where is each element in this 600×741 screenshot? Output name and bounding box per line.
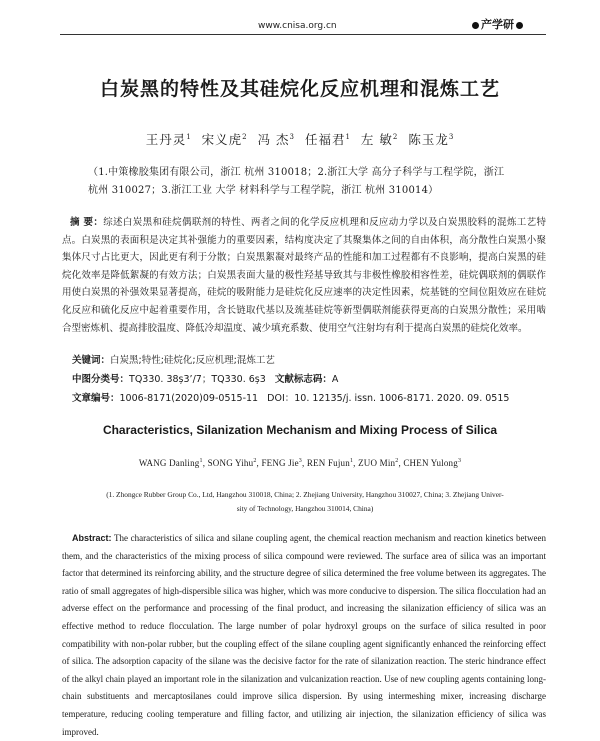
author: 左 敏$^2$ bbox=[360, 132, 399, 147]
title-chinese: 白炭黑的特性及其硅烷化反应机理和混炼工艺 bbox=[99, 78, 500, 100]
abstract-label: 摘 要： bbox=[70, 217, 104, 228]
author: 陈玉龙$^3$ bbox=[408, 132, 455, 147]
title-english: Characteristics, Silanization Mechanism and Mixing Process of Silica bbox=[102, 423, 498, 437]
abstract-chinese bbox=[62, 214, 546, 337]
clc-code: TQ330. 38ș3’/7；TQ330. 6ș3 bbox=[129, 374, 266, 385]
abstract-english bbox=[62, 530, 546, 741]
doi: DOI：10. 12135/j. issn. 1006-8171. 2020. 09. 0515 bbox=[267, 393, 510, 404]
bullet-dot-icon bbox=[472, 22, 479, 29]
keywords-text: 白炭黑;特性;硅烷化;反应机理;混炼工艺 bbox=[110, 355, 275, 366]
journal-url: www.cnisa.org.cn bbox=[258, 21, 337, 31]
author: 任福君$^1$ bbox=[304, 132, 351, 147]
abstract-label: Abstract: bbox=[72, 533, 112, 543]
author: 宋义虎$^2$ bbox=[201, 132, 248, 147]
author: 冯 杰$^3$ bbox=[257, 132, 296, 147]
header-rule bbox=[60, 34, 546, 35]
author: FENG Jie$^3$ bbox=[261, 458, 302, 468]
authors-english: WANG Danling$^1$, SONG Yihu$^2$, FENG Jie$^3$, REN Fujun$^1$, ZUO Min$^2$, CHEN Yulong$^3$ bbox=[138, 458, 462, 468]
page-header bbox=[0, 0, 600, 36]
author: ZUO Min$^2$ bbox=[358, 458, 399, 468]
bullet-dot-icon bbox=[516, 22, 523, 29]
doc-code: A bbox=[331, 374, 339, 385]
author: SONG Yihu$^2$ bbox=[207, 458, 257, 468]
author: 王丹灵$^1$ bbox=[145, 132, 192, 147]
section-tag bbox=[470, 16, 525, 32]
keywords-line: 关键词：白炭黑;特性;硅烷化;反应机理;混炼工艺 bbox=[72, 355, 275, 366]
affiliations-chinese: （1.中策橡胶集团有限公司，浙江 杭州 310018；2.浙江大学 高分子科学与工程学院，浙江 杭州 310027；3.浙江工业 大学 材料科学与工程学院，浙江 杭州 310014） bbox=[88, 167, 505, 196]
author: REN Fujun$^1$ bbox=[306, 458, 354, 468]
authors-chinese bbox=[0, 130, 600, 148]
article-number: 1006-8171(2020)09-0515-11 bbox=[119, 393, 259, 404]
abstract-text: The characteristics of silica and silane coupling agent, the chemical reaction mechanism and reaction kinetics between them, and the characteristics of the mixing process of silica compound were reviewed. The surface area of silica was an important factor that determined its reinforcing ability, and the structure degree of silica determined the free volume between its aggregates. The ratio of small aggregates of high-dispersible silica was higher, which was more conducive to dispersion. The silica flocculation had an adverse effect on the performance and processing of the final product, and increasing the silanization efficiency of silica was an effective method to reduce flocculation. The large number of polar hydroxyl groups on the surface of silica resulted in poor compatibility with non-polar rubber, but the coupling effect of the silane coupling agent significantly enhanced the reinforcing effect of silica. The adsorption capacity of the silane was the decisive factor for the rate of silanization reaction. The steric hindrance effect of the alkyl chain played an important role in the silanization and vulcanization reaction. Use of new coupling agents containing long-chain substituents and mercaptosilanes could improve silica dispersion. By using intermeshing mixer, increasing discharge temperature, reducing cooling temperature and filling factor, and utilizing air injection, the silanization efficiency of silica was improved. bbox=[62, 533, 546, 737]
abstract-text: 综述白炭黑和硅烷偶联剂的特性、两者之间的化学反应机理和反应动力学以及白炭黑胶料的混炼工艺特点。白炭黑的表面积是决定其补强能力的重要因素，结构度决定了其聚集体之间的自由体积，高分散性白炭黑小聚集体尺寸占比更大，因此更有利于分散；白炭黑絮凝对最终产品的性能和加工过程都有不良影响，提高白炭黑的硅烷化效率是降低絮凝的有效方法；白炭黑表面大量的极性羟基导致其与非极性橡胶相容性差，硅烷偶联剂的偶联作用使白炭黑的补强效果显著提高，硅烷的吸附能力是硅烷化反应速率的决定性因素，烷基链的空间位阻效应在硅烷化反应和硫化反应中起着重要作用，含长链取代基以及巯基硅烷等新型偶联剂能获得更高的白炭黑分散性；采用啮合型密炼机、提高排胶温度、降低冷却温度、减少填充系数、使用空气注射均有利于提高白炭黑的硅烷化效率。 bbox=[62, 217, 546, 334]
classification-line: 中图分类号：TQ330. 38ș3’/7；TQ330. 6ș3 文献标志码：A bbox=[72, 374, 339, 385]
author: WANG Danling$^1$ bbox=[138, 458, 203, 468]
author: CHEN Yulong$^3$ bbox=[403, 458, 462, 468]
affiliations-english: (1. Zhongce Rubber Group Co., Ltd, Hangzhou 310018, China; 2. Zhejiang University, Hangzhou 310027, China; 3. Zhejiang Univer- sity of Technology, Hangzhou 310014, China) bbox=[106, 490, 504, 513]
article-number-line: 文章编号：1006-8171(2020)09-0515-11 DOI：10. 12135/j. issn. 1006-8171. 2020. 09. 0515 bbox=[72, 393, 510, 404]
section-label: 产学研 bbox=[481, 18, 514, 31]
